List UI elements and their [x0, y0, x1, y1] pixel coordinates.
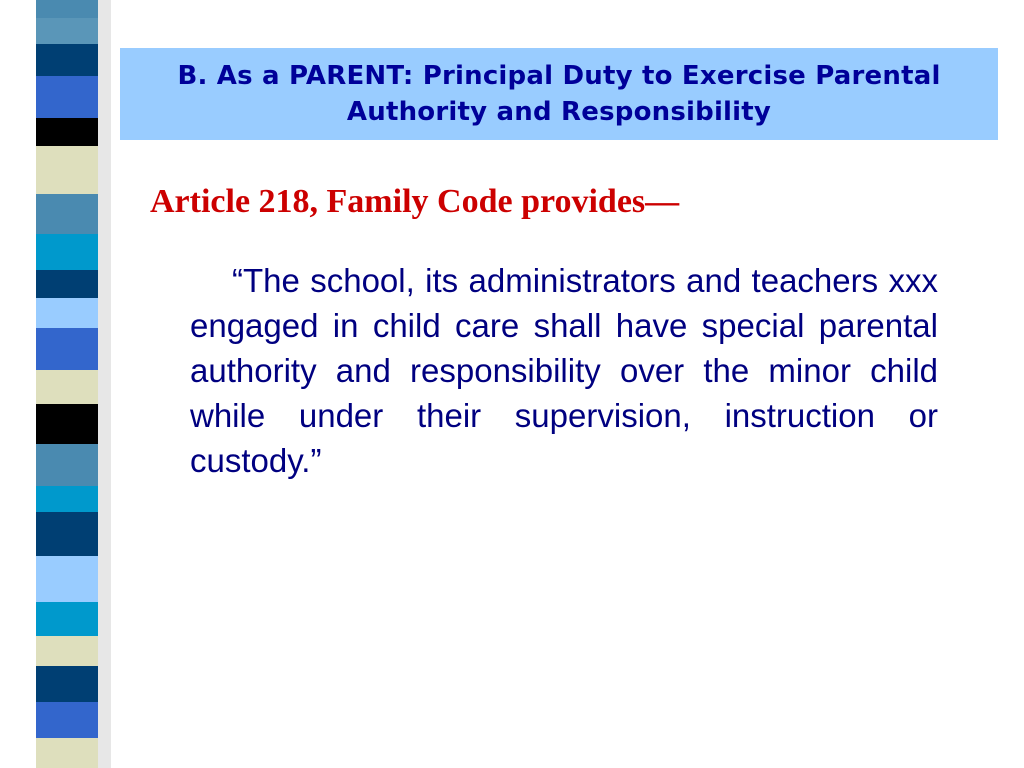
stripe-block	[36, 444, 98, 486]
stripe-block	[36, 370, 98, 404]
stripe-shadow	[98, 0, 111, 768]
stripe-block	[36, 666, 98, 702]
slide-title: B. As a PARENT: Principal Duty to Exercise Parental Authority and Responsibility	[177, 61, 941, 127]
slide-subtitle: Article 218, Family Code provides—	[150, 183, 680, 220]
decorative-stripe	[36, 0, 98, 768]
stripe-block	[36, 636, 98, 666]
stripe-block	[36, 602, 98, 636]
stripe-block	[36, 44, 98, 76]
stripe-block	[36, 234, 98, 270]
stripe-block	[36, 702, 98, 738]
stripe-block	[36, 146, 98, 194]
stripe-block	[36, 404, 98, 444]
title-box	[120, 48, 998, 140]
stripe-block	[36, 328, 98, 370]
stripe-block	[36, 18, 98, 44]
stripe-block	[36, 298, 98, 328]
stripe-block	[36, 118, 98, 146]
quote-text: “The school, its administrators and teachers xxx engaged in child care shall have special parental authority and responsibility over the minor child while under their supervision, instruction or custody.”	[190, 262, 938, 479]
stripe-block	[36, 486, 98, 512]
stripe-block	[36, 76, 98, 118]
stripe-block	[36, 738, 98, 768]
stripe-block	[36, 0, 98, 18]
stripe-block	[36, 194, 98, 234]
stripe-block	[36, 556, 98, 602]
stripe-block	[36, 512, 98, 556]
stripe-block	[36, 270, 98, 298]
